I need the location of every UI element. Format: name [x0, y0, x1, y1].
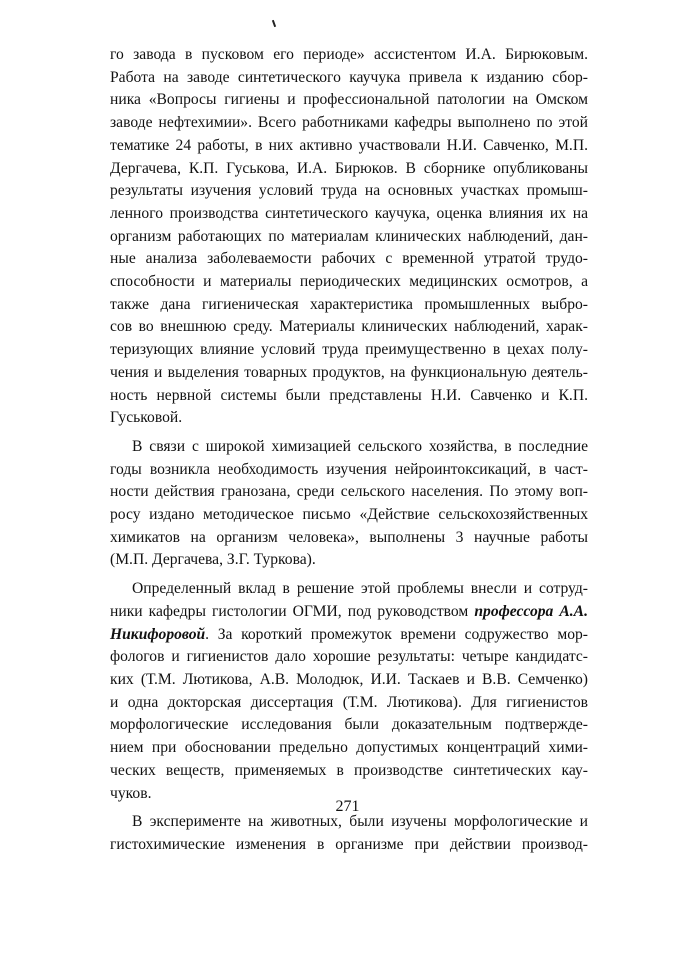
- text-line: (М.П. Дергачева, З.Г. Туркова).: [110, 551, 316, 569]
- text-line: также дана гигиеническая характеристика промышленных выбро-: [110, 295, 588, 313]
- text-line: гистохимические изменения в организме при действии производ-: [110, 835, 588, 853]
- text-line: ные анализа заболеваемости рабочих с временной утратой трудо-: [110, 250, 588, 268]
- text-line: ких (Т.М. Лютикова, А.В. Молодюк, И.И. Таскаев и В.В. Семченко): [110, 670, 588, 688]
- emphasized-name: профессора А.А.: [474, 602, 588, 620]
- text-line: чуков.: [110, 784, 152, 802]
- scan-speck: [272, 20, 276, 27]
- text-line: Определенный вклад в решение этой проблемы внесли и сотруд-: [132, 580, 588, 598]
- text-line: химикатов на организм человека», выполнены 3 научные работы: [110, 528, 588, 546]
- body-text: [110, 44, 588, 857]
- text-line: морфологические исследования были доказательным подтвержде-: [110, 716, 588, 734]
- text-fragment: ники кафедры гистологии ОГМИ, под руководством: [110, 602, 475, 620]
- text-fragment: . За короткий промежуток времени содружество мор-: [205, 625, 588, 643]
- text-line: В связи с широкой химизацией сельского хозяйства, в последние: [132, 437, 588, 455]
- text-line: организм работающих по материалам клинических наблюдений, дан-: [110, 227, 588, 245]
- paragraph-3: [110, 578, 588, 805]
- text-line: нием при обосновании предельно допустимых концентраций хими-: [110, 739, 588, 757]
- text-line: ческих веществ, применяемых в производстве синтетических кау-: [110, 761, 588, 779]
- text-line: росу издано методическое письмо «Действие сельскохозяйственных: [110, 506, 588, 524]
- text-line: ности действия гранозана, среди сельского населения. По этому воп-: [110, 483, 588, 501]
- text-line: Гуськовой.: [110, 409, 183, 427]
- text-line: заводе нефтехимии». Всего работниками кафедры выполнено по этой: [110, 114, 588, 132]
- text-line: результаты изучения условий труда на основных участках промыш-: [110, 182, 588, 200]
- text-line: ность нервной системы были представлены Н.И. Савченко и К.П.: [110, 386, 588, 404]
- text-line: [110, 601, 588, 624]
- emphasized-name: Никифоровой: [110, 625, 206, 643]
- text-line: Работа на заводе синтетического каучука привела к изданию сбор-: [110, 68, 588, 86]
- text-line: [110, 624, 588, 647]
- text-line: ника «Вопросы гигиены и профессиональной патологии на Омском: [110, 91, 588, 109]
- text-line: го завода в пусковом его периоде» ассистентом И.А. Бирюковым.: [110, 46, 588, 63]
- paragraph-1: [110, 44, 588, 430]
- text-line: и одна докторская диссертация (Т.М. Лютикова). Для гигиенистов: [110, 693, 588, 711]
- text-line: ленного производства синтетического каучука, оценка влияния их на: [110, 204, 588, 222]
- page-number: 271: [335, 798, 360, 815]
- text-line: фологов и гигиенистов дало хорошие результаты: четыре кандидатс-: [110, 648, 588, 666]
- text-line: Дергачева, К.П. Гуськова, И.А. Бирюков. В сборнике опубликованы: [110, 159, 588, 177]
- text-line: В эксперименте на животных, были изучены морфологические и: [132, 813, 588, 831]
- text-line: теризующих влияние условий труда преимущественно в цехах полу-: [110, 341, 588, 359]
- text-line: чения и выделения товарных продуктов, на функциональную деятель-: [110, 363, 588, 381]
- paragraph-4: [110, 811, 588, 856]
- text-line: сов во внешнюю среду. Материалы клинических наблюдений, харак-: [110, 318, 588, 336]
- text-line: годы возникла необходимость изучения нейроинтоксикаций, в част-: [110, 460, 588, 478]
- text-line: способности и материалы периодических медицинских осмотров, а: [110, 273, 588, 291]
- paragraph-2: [110, 436, 588, 572]
- text-line: тематике 24 работы, в них активно участвовали Н.И. Савченко, М.П.: [110, 136, 588, 154]
